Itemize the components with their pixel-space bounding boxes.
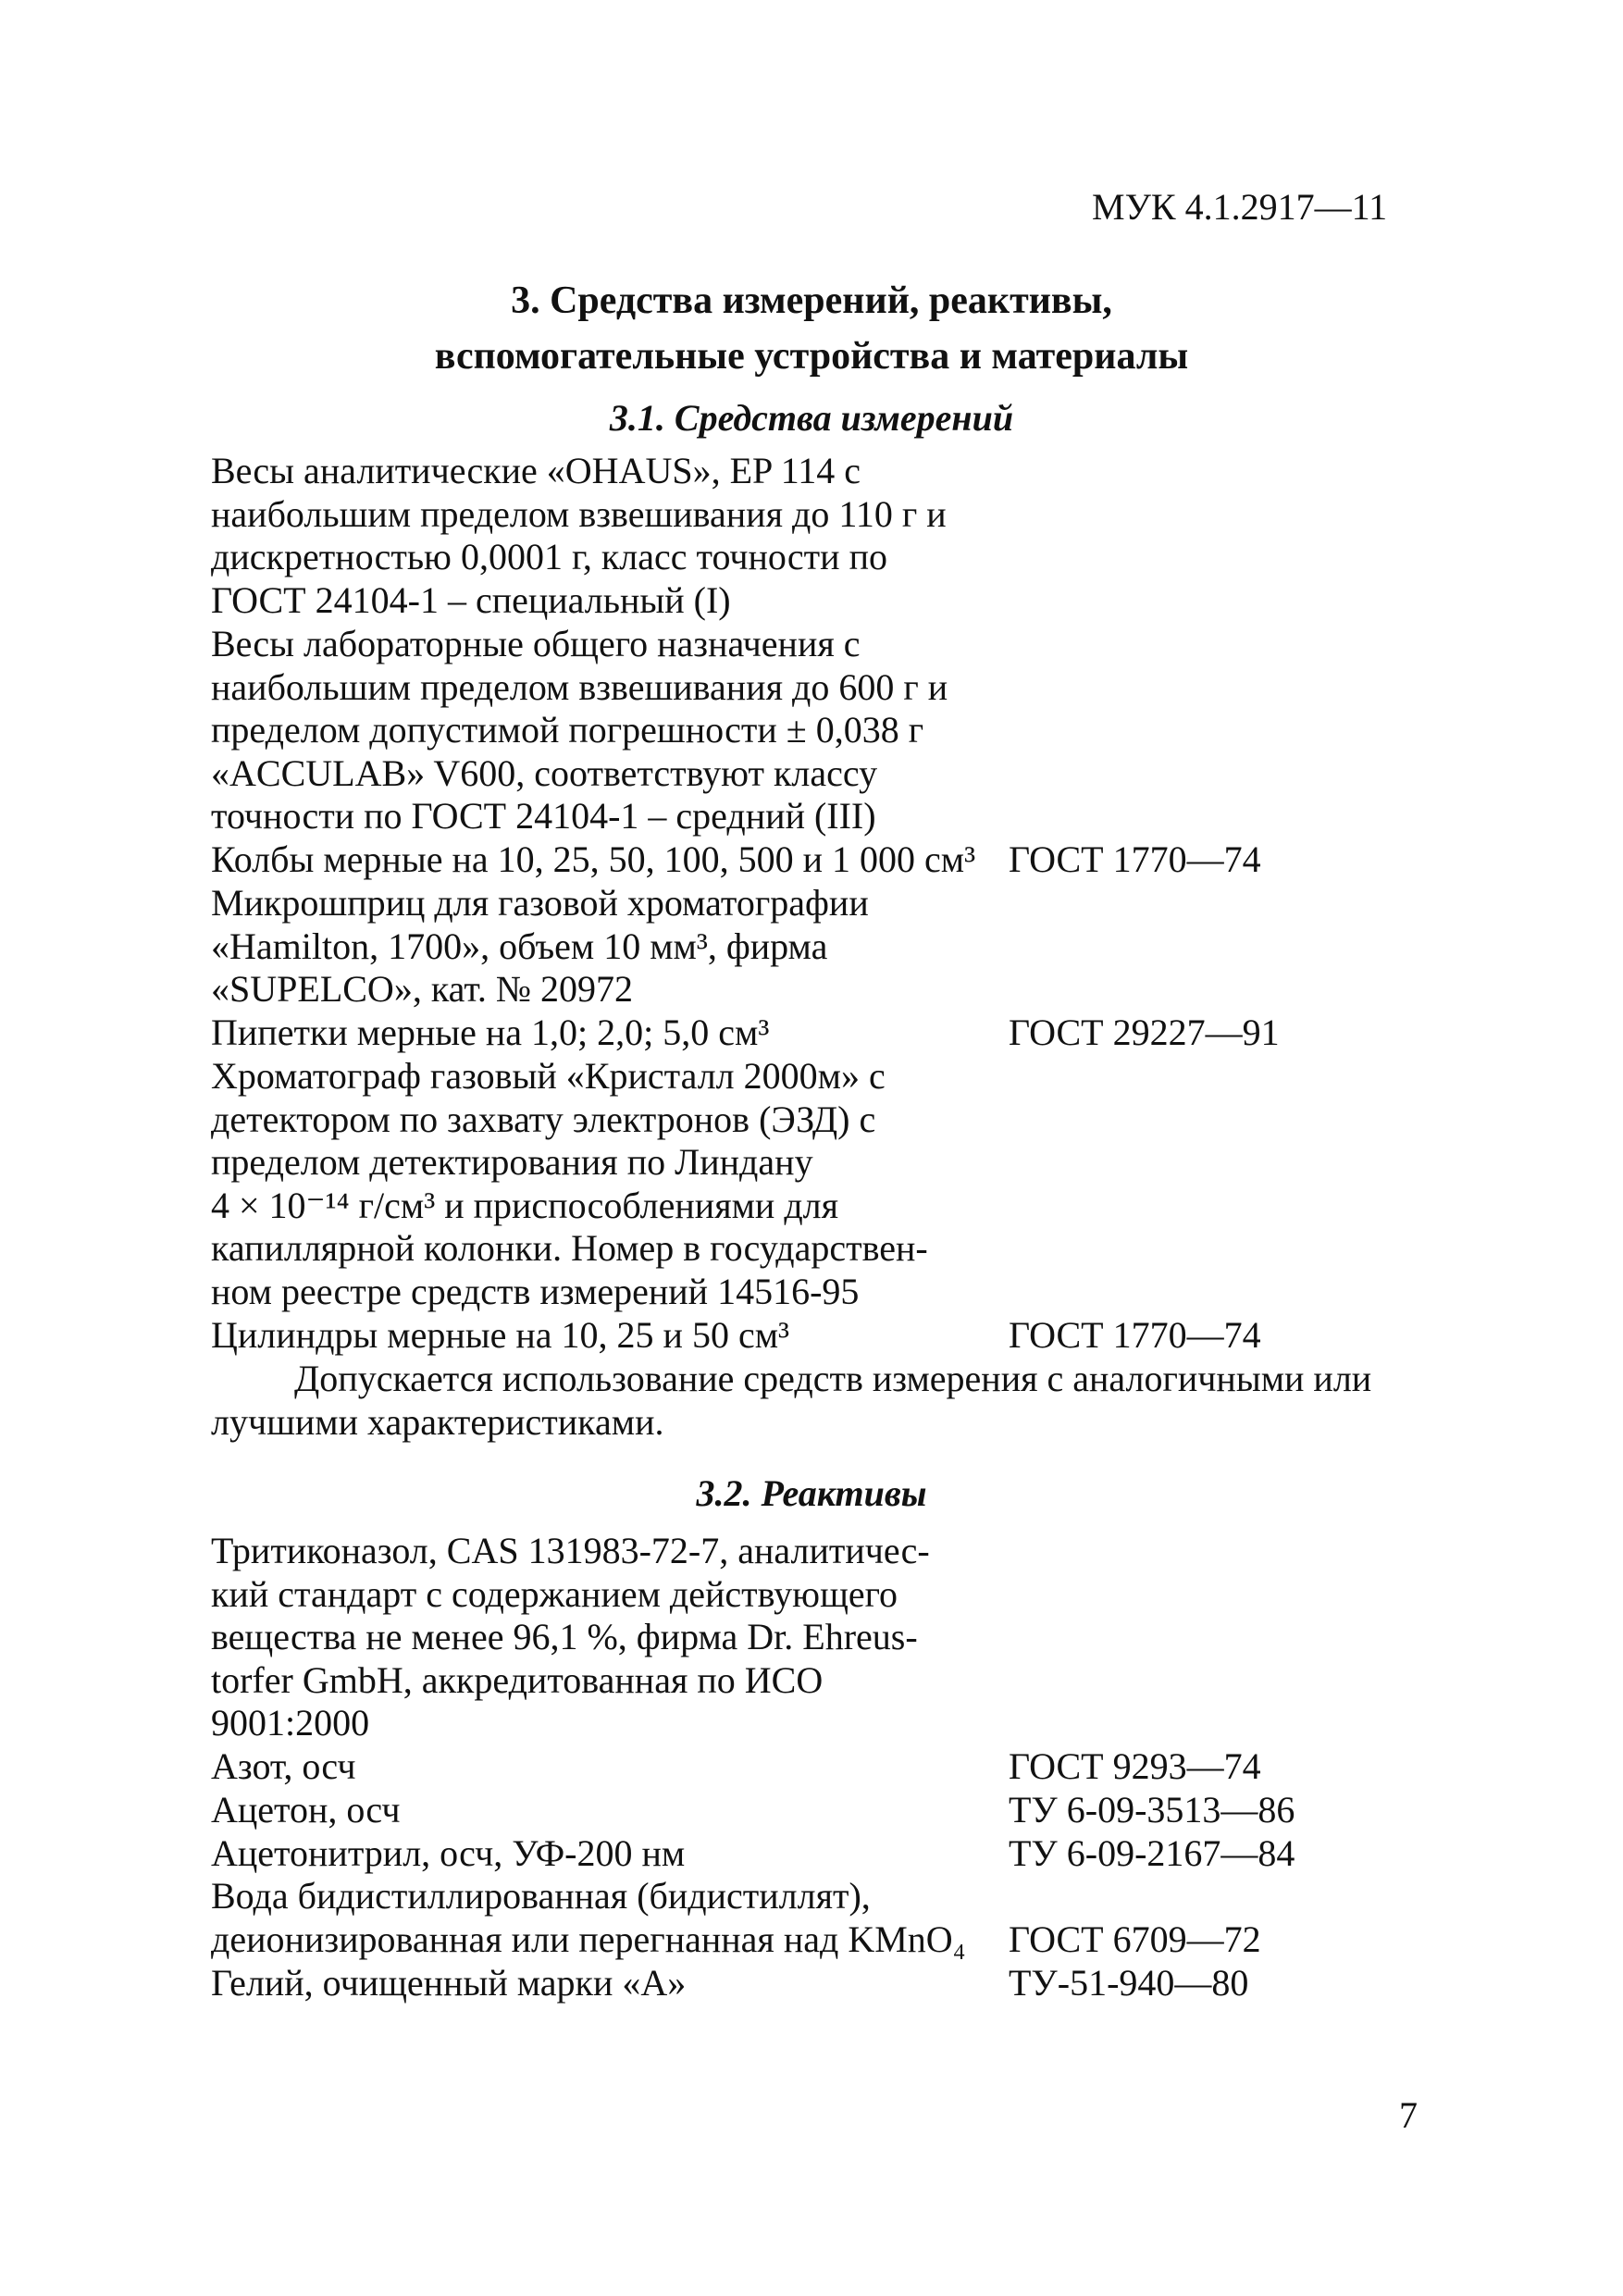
item-description bbox=[211, 1962, 1007, 2005]
text-line: torfer GmbH, аккредитованная по ИСО bbox=[211, 1658, 824, 1701]
item-description bbox=[211, 1314, 1007, 1358]
item-standard: ТУ 6-09-2167—84 bbox=[1009, 1832, 1295, 1874]
text-line: детектором по захвату электронов (ЭЗД) с bbox=[211, 1098, 876, 1140]
list-item bbox=[211, 838, 1442, 882]
list-item bbox=[211, 1875, 1442, 1961]
text-line: вещества не менее 96,1 %, фирма Dr. Ehreus- bbox=[211, 1616, 918, 1658]
item-standard: ГОСТ 1770—74 bbox=[1009, 838, 1261, 880]
text-line: Хроматограф газовый «Кристалл 2000м» с bbox=[211, 1055, 886, 1097]
item-description bbox=[211, 1832, 1007, 1876]
list-item bbox=[211, 450, 1442, 622]
item-standard: ГОСТ 29227—91 bbox=[1009, 1011, 1280, 1053]
item-standard: ГОСТ 1770—74 bbox=[1009, 1314, 1261, 1356]
text-line: дискретностью 0,0001 г, класс точности по bbox=[211, 536, 887, 578]
text-line: ном реестре средств измерений 14516-95 bbox=[211, 1270, 860, 1312]
text-line: Цилиндры мерные на 10, 25 и 50 см³ bbox=[211, 1314, 790, 1356]
text-line: лучшими характеристиками. bbox=[211, 1400, 664, 1443]
text-line: капиллярной колонки. Номер в государствен- bbox=[211, 1227, 928, 1270]
note-paragraph bbox=[211, 1358, 1442, 1444]
text-line: Азот, осч bbox=[211, 1745, 356, 1787]
item-standard: ГОСТ 9293—74 bbox=[1009, 1745, 1261, 1787]
text-line: Ацетонитрил, осч, УФ-200 нм bbox=[211, 1832, 686, 1874]
item-description bbox=[211, 623, 1007, 838]
item-description bbox=[211, 1875, 1007, 1961]
list-item bbox=[211, 1789, 1442, 1832]
text-line: 4 × 10⁻¹⁴ г/см³ и приспособлениями для bbox=[211, 1184, 839, 1226]
section-title-line-2: вспомогательные устройства и материалы bbox=[434, 335, 1189, 378]
item-description bbox=[211, 450, 1007, 622]
text-line: Ацетон, осч bbox=[211, 1789, 401, 1831]
subsection-title-reagents: 3.2. Реактивы bbox=[696, 1472, 927, 1514]
item-standard: ГОСТ 6709—72 bbox=[1009, 1917, 1261, 1960]
text-line: наибольшим пределом взвешивания до 110 г и bbox=[211, 492, 947, 535]
document-code: МУК 4.1.2917—11 bbox=[1092, 186, 1388, 228]
list-item bbox=[211, 1055, 1442, 1314]
list-item bbox=[211, 1832, 1442, 1876]
text-line: Весы лабораторные общего назначения с bbox=[211, 623, 861, 664]
item-standard: ТУ-51-940—80 bbox=[1009, 1962, 1249, 2004]
list-item bbox=[211, 882, 1442, 1011]
text-line: кий стандарт с содержанием действующего bbox=[211, 1572, 898, 1615]
list-item bbox=[211, 1745, 1442, 1789]
item-description bbox=[211, 1530, 1007, 1745]
subsection-title-instruments: 3.1. Средства измерений bbox=[609, 397, 1014, 439]
text-line: деионизированная или перегнанная над KMnO₄ bbox=[211, 1917, 966, 1960]
text-line: Пипетки мерные на 1,0; 2,0; 5,0 см³ bbox=[211, 1011, 770, 1053]
text-line: наибольшим пределом взвешивания до 600 г и bbox=[211, 665, 948, 708]
text-line: Допускается использование средств измерения с аналогичными или bbox=[294, 1358, 1372, 1399]
item-description bbox=[211, 1011, 1007, 1055]
text-line: «SUPELCO», кат. № 20972 bbox=[211, 968, 633, 1011]
list-item bbox=[211, 1314, 1442, 1358]
text-line: Тритиконазол, CAS 131983-72-7, аналитичес- bbox=[211, 1530, 930, 1571]
item-description bbox=[211, 838, 1007, 882]
item-description bbox=[211, 1789, 1007, 1832]
section-title bbox=[0, 273, 1623, 384]
text-line: «ACCULAB» V600, соответствуют классу bbox=[211, 751, 878, 794]
text-line: Колбы мерные на 10, 25, 50, 100, 500 и 1 000 см³ bbox=[211, 838, 976, 880]
item-description bbox=[211, 882, 1007, 1011]
text-line: точности по ГОСТ 24104-1 – средний (III) bbox=[211, 795, 876, 838]
list-item bbox=[211, 1962, 1442, 2005]
section-title-line-1: 3. Средства измерений, реактивы, bbox=[511, 279, 1112, 322]
list-item bbox=[211, 1530, 1442, 1745]
text-line: пределом детектирования по Линдану bbox=[211, 1141, 813, 1184]
text-line: Гелий, очищенный марки «А» bbox=[211, 1962, 687, 2004]
page-number: 7 bbox=[1399, 2094, 1418, 2136]
list-item bbox=[211, 1011, 1442, 1055]
text-line: Весы аналитические «OHAUS», EP 114 с bbox=[211, 450, 861, 491]
text-line: Микрошприц для газовой хроматографии bbox=[211, 882, 869, 924]
text-line: ГОСТ 24104-1 – специальный (I) bbox=[211, 578, 731, 621]
text-line: пределом допустимой погрешности ± 0,038 г bbox=[211, 709, 924, 751]
item-standard: ТУ 6-09-3513—86 bbox=[1009, 1789, 1295, 1831]
list-item bbox=[211, 623, 1442, 838]
item-description bbox=[211, 1745, 1007, 1789]
item-description bbox=[211, 1055, 1007, 1314]
text-line: «Hamilton, 1700», объем 10 мм³, фирма bbox=[211, 925, 828, 967]
text-line: Вода бидистиллированная (бидистиллят), bbox=[211, 1875, 871, 1917]
text-line: 9001:2000 bbox=[211, 1702, 370, 1744]
